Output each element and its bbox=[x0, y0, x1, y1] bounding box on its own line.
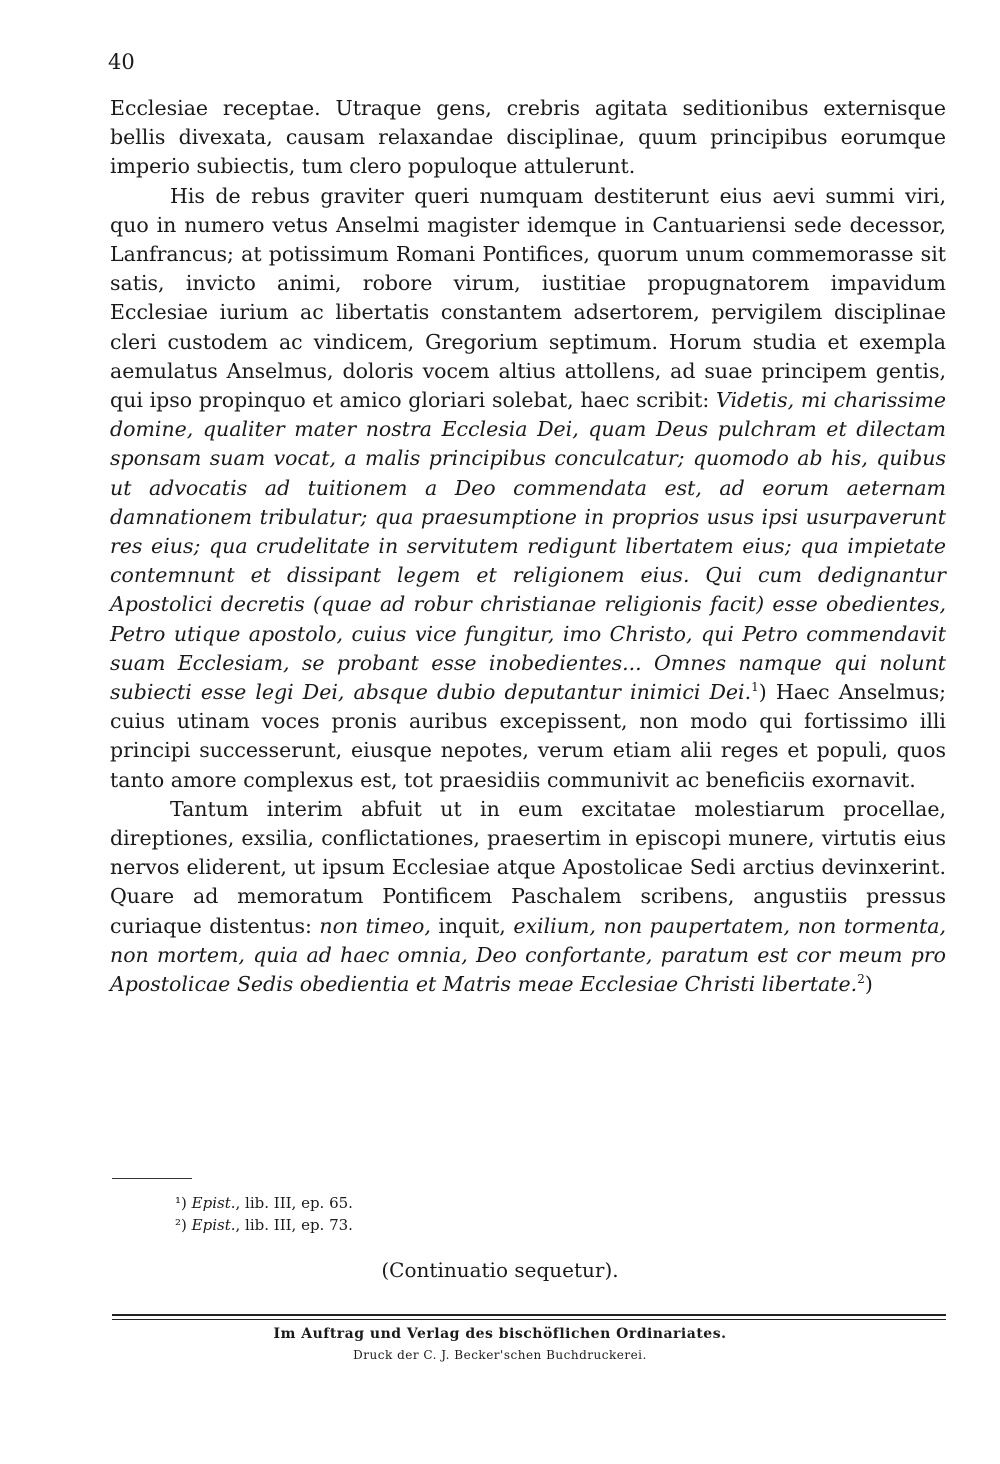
footnote-marker: ²) bbox=[175, 1216, 187, 1234]
body-text bbox=[110, 94, 946, 999]
footnote-marker: ¹) bbox=[175, 1194, 187, 1212]
footnote-ref-2: 2 bbox=[857, 972, 865, 987]
publisher-line: Im Auftrag und Verlag des bischöflichen Ordinariates. bbox=[273, 1326, 727, 1342]
paragraph-2-continuation: ) Haec Anselmus; cuius utinam voces pronis auribus excepissent, non modo qui fortissimo illi principi successerunt, eiusque nepotes, verum etiam alii reges et populi, quos tanto amore complexus est, tot praesidiis communivit ac beneficiis exornavit. bbox=[110, 680, 946, 792]
paragraph-3-close: ) bbox=[864, 972, 873, 997]
footnote-source: Epist. bbox=[191, 1194, 236, 1212]
paragraph-1: Ecclesiae receptae. Utraque gens, crebris agitata seditionibus externisque bellis divexata, causam relaxandae disciplinae, quum principibus eorumque imperio subiectis, tum clero populoque attulerunt. bbox=[110, 96, 946, 179]
quote-non-timeo: non timeo, bbox=[319, 913, 431, 938]
footnote-ref-1: 1 bbox=[751, 680, 759, 695]
paragraph-3-text: Tantum interim abfuit ut in eum excitatae molestiarum procellae, direptiones, exsilia, conflictationes, praesertim in episcopi munere, virtutis eius nervos eliderent, ut ipsum Ecclesiae atque Apostolicae Sedi arctius devinxerint. Quare ad memoratum Pontificem Paschalem scribens, angustiis pressus curiaque distentus: bbox=[110, 796, 946, 938]
imprint-rule-thin bbox=[112, 1319, 946, 1320]
paragraph-2-text: His de rebus graviter queri numquam destiterunt eius aevi summi viri, quo in numero vetus Anselmi magister idemque in Cantuariensi sede decessor, Lanfrancus; at potissimum Romani Pontifices, quorum unum commemorasse sit satis, invicto animi, robore virum, iustitiae propugnatorem impavidum Ecclesiae iurium ac libertatis constantem adsertorem, pervigilem disciplinae cleri custodem ac vindicem, Gregorium septimum. Horum studia et exempla aemulatus Anselmus, doloris vocem altius attollens, ad suae principem gentis, qui ipso propinquo et amico gloriari solebat, haec scribit: bbox=[110, 183, 946, 413]
footnote-citation: , lib. III, ep. 73. bbox=[235, 1216, 353, 1234]
continuation-note: (Continuatio sequetur). bbox=[381, 1258, 619, 1282]
footnote-2 bbox=[175, 1214, 353, 1236]
paragraph-2 bbox=[110, 182, 946, 795]
anselm-quote: Videtis, mi charissime domine, qualiter mater nostra Ecclesia Dei, quam Deus pulchram et dilectam sponsam suam vocat, a malis principibus conculcatur; quomodo ab his, quibus ut advocatis ad tuitionem a Deo commendata est, ad eorum aeternam damnationem tribulatur; qua praesumptione in proprios usus ipsi usurpaverunt res eius; qua crudelitate in servitutem redigunt libertatem eius; qua impietate contemnunt et dissipant legem et religionem eius. Qui cum dedignantur Apostolici decretis (quae ad robur christianae religionis facit) esse obedientes, Petro utique apostolo, cuius vice fungitur, imo Christo, qui Petro commendavit suam Ecclesiam, se probant esse inobedientes... Omnes namque qui nolunt subiecti esse legi Dei, absque dubio deputantur inimici Dei. bbox=[110, 388, 946, 705]
inquit-text: inquit, bbox=[430, 913, 514, 938]
imprint-rule-thick bbox=[112, 1314, 946, 1316]
footnote-1 bbox=[175, 1192, 353, 1214]
printer-line: Druck der C. J. Becker'schen Buchdruckerei. bbox=[353, 1348, 647, 1362]
footnote-citation: , lib. III, ep. 65. bbox=[235, 1194, 353, 1212]
footnote-source: Epist. bbox=[191, 1216, 236, 1234]
footnote-rule bbox=[112, 1178, 192, 1179]
paragraph-3 bbox=[110, 795, 946, 999]
footnotes bbox=[175, 1192, 353, 1236]
quote-exilium: exilium, non paupertatem, non tormenta, non mortem, quia ad haec omnia, Deo confortante, paratum est cor meum pro Apostolicae Sedis obedientia et Matris meae Ecclesiae Christi libertate. bbox=[110, 913, 946, 997]
page-number: 40 bbox=[108, 50, 135, 74]
